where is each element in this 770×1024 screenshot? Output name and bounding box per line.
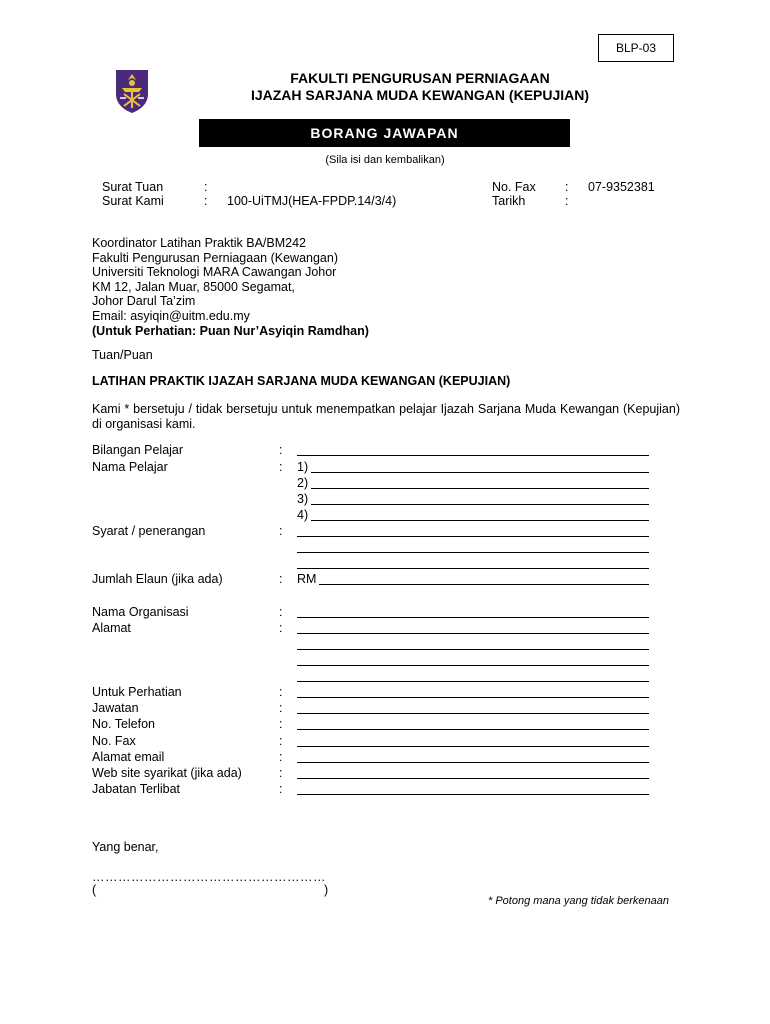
field-colon: : <box>279 685 283 699</box>
programme-title: IJAZAH SARJANA MUDA KEWANGAN (KEPUJIAN) <box>250 87 590 103</box>
no-fax-label: No. Fax <box>92 734 136 748</box>
field-colon: : <box>279 750 283 764</box>
footnote: * Potong mana yang tidak berkenaan <box>488 895 670 907</box>
student-number-1: 1) <box>297 460 309 474</box>
nama-organisasi-label: Nama Organisasi <box>92 605 189 619</box>
jawatan-label: Jawatan <box>92 701 139 715</box>
nama-pelajar-line-4[interactable] <box>311 520 649 521</box>
no-telefon-line[interactable] <box>297 729 649 730</box>
nama-pelajar-line-3[interactable] <box>311 504 649 505</box>
bilangan-pelajar-line[interactable] <box>297 455 649 456</box>
salutation: Tuan/Puan <box>92 348 153 362</box>
nama-pelajar-line-1[interactable] <box>311 472 649 473</box>
fax-value: 07-9352381 <box>588 180 655 194</box>
agreement-paragraph: Kami * bersetuju / tidak bersetuju untuk menempatkan pelajar Ijazah Sarjana Muda Kewangan (Kepujian) di organisasi kami. <box>92 402 680 431</box>
student-number-4: 4) <box>297 508 309 522</box>
jumlah-elaun-label: Jumlah Elaun (jika ada) <box>92 572 223 586</box>
tarikh-colon: : <box>565 194 569 208</box>
form-title-banner: BORANG JAWAPAN <box>199 119 570 147</box>
field-colon: : <box>279 621 283 635</box>
syarat-label: Syarat / penerangan <box>92 524 206 538</box>
student-number-3: 3) <box>297 492 309 506</box>
jabatan-label: Jabatan Terlibat <box>92 782 181 796</box>
field-colon: : <box>279 782 283 796</box>
faculty-title: FAKULTI PENGURUSAN PERNIAGAAN <box>290 70 550 86</box>
address-line: KM 12, Jalan Muar, 85000 Segamat, <box>92 279 295 294</box>
field-colon: : <box>279 524 283 538</box>
student-number-2: 2) <box>297 476 309 490</box>
field-colon: : <box>279 717 283 731</box>
address-line: Fakulti Pengurusan Perniagaan (Kewangan) <box>92 250 338 265</box>
address-line: Johor Darul Ta’zim <box>92 294 196 309</box>
field-colon: : <box>279 766 283 780</box>
alamat-email-line[interactable] <box>297 762 649 763</box>
address-line: Koordinator Latihan Praktik BA/BM242 <box>92 236 307 250</box>
alamat-line-1[interactable] <box>297 633 649 634</box>
recipient-address <box>92 236 369 338</box>
website-line[interactable] <box>297 778 649 779</box>
bilangan-pelajar-label: Bilangan Pelajar <box>92 443 184 457</box>
website-label: Web site syarikat (jika ada) <box>92 766 242 780</box>
field-colon: : <box>279 701 283 715</box>
alamat-line-4[interactable] <box>297 681 649 682</box>
document-code-box: BLP-03 <box>598 34 674 62</box>
letter-heading: LATIHAN PRAKTIK IJAZAH SARJANA MUDA KEWANGAN (KEPUJIAN) <box>92 374 511 388</box>
fax-label: No. Fax <box>492 180 536 194</box>
alamat-line-3[interactable] <box>297 665 649 666</box>
form-instruction-note: (Sila isi dan kembalikan) <box>325 154 445 166</box>
field-colon: : <box>279 443 283 457</box>
closing-phrase: Yang benar, <box>92 840 159 854</box>
field-colon: : <box>279 734 283 748</box>
surat-kami-colon: : <box>204 194 208 208</box>
alamat-email-label: Alamat email <box>92 750 165 764</box>
address-line: Universiti Teknologi MARA Cawangan Johor <box>92 265 337 280</box>
untuk-perhatian-line[interactable] <box>297 697 649 698</box>
untuk-perhatian-label: Untuk Perhatian <box>92 685 182 699</box>
alamat-line-2[interactable] <box>297 649 649 650</box>
nama-organisasi-line[interactable] <box>297 617 649 618</box>
syarat-line-1[interactable] <box>297 536 649 537</box>
no-telefon-label: No. Telefon <box>92 717 156 731</box>
rm-currency-label: RM <box>297 572 317 586</box>
surat-tuan-label: Surat Tuan <box>102 180 164 194</box>
address-attention: (Untuk Perhatian: Puan Nur’Asyiqin Ramdhan) <box>92 323 369 338</box>
syarat-line-2[interactable] <box>297 552 649 553</box>
alamat-label: Alamat <box>92 621 131 635</box>
signature-line[interactable]: ……………………………………………… <box>92 870 326 884</box>
field-colon: : <box>279 605 283 619</box>
surat-kami-label: Surat Kami <box>102 194 164 208</box>
surat-kami-value: 100-UiTMJ(HEA-FPDP.14/3/4) <box>227 194 397 208</box>
nama-pelajar-line-2[interactable] <box>311 488 649 489</box>
surat-tuan-colon: : <box>204 180 208 194</box>
name-paren-open: ( <box>92 883 97 897</box>
jabatan-line[interactable] <box>297 794 649 795</box>
syarat-line-3[interactable] <box>297 568 649 569</box>
tarikh-label: Tarikh <box>492 194 526 208</box>
jawatan-line[interactable] <box>297 713 649 714</box>
no-fax-line[interactable] <box>297 746 649 747</box>
fax-colon: : <box>565 180 569 194</box>
name-paren-close: ) <box>324 883 329 897</box>
field-colon: : <box>279 572 283 586</box>
nama-pelajar-label: Nama Pelajar <box>92 460 168 474</box>
field-colon: : <box>279 460 283 474</box>
jumlah-elaun-line[interactable] <box>319 584 649 585</box>
address-email: Email: asyiqin@uitm.edu.my <box>92 308 250 323</box>
